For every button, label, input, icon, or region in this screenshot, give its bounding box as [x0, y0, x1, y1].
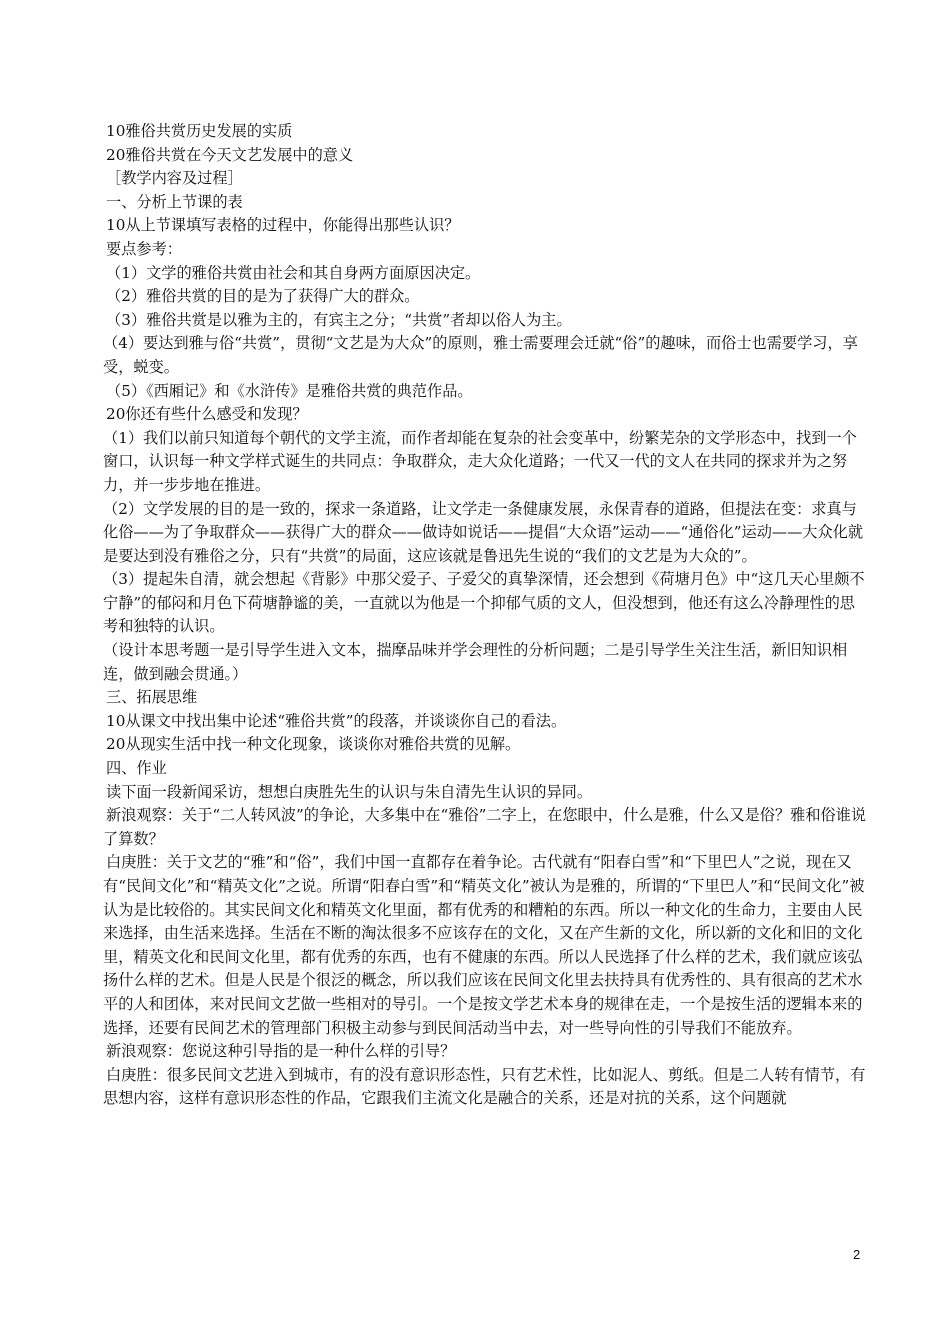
section-heading: 三、拓展思维 [106, 688, 198, 707]
paragraph: 新浪观察：关于“二人转风波”的争论，大多集中在“雅俗”二字上，在您眼中，什么是雅，什么又是俗？雅和俗谁说了算数？ [103, 806, 867, 848]
question: 10从课文中找出集中论述“雅俗共赏”的段落，并谈谈你自己的看法。 [106, 711, 567, 730]
list-item: （3）提起朱自清，就会想起《背影》中那父爱子、子爱父的真挚深情，还会想到《荷塘月色》中“这几天心里颇不宁静”的郁闷和月色下荷塘静谧的美，一直就以为他是一个抑郁气质的文人，但没想到，他还有这么冷静理性的思考和独特的认识。 [103, 570, 865, 636]
paragraph: 要点参考： [106, 239, 182, 258]
list-item: （3）雅俗共赏是以雅为主的，有宾主之分；“共赏”者却以俗人为主。 [106, 310, 572, 329]
paragraph: 读下面一段新闻采访，想想白庚胜先生的认识与朱自清先生认识的异同。 [106, 782, 593, 801]
paragraph: 新浪观察：您说这种引导指的是一种什么样的引导？ [106, 1042, 456, 1061]
list-item: （2）雅俗共赏的目的是为了获得广大的群众。 [106, 287, 420, 306]
document-body [103, 120, 867, 1111]
paragraph: 白庚胜：很多民间文艺进入到城市，有的没有意识形态性，只有艺术性，比如泥人、剪纸。但是二人转有情节，有思想内容，这样有意识形态性的作品，它跟我们主流文化是融合的关系，还是对抗的关系，这个问题就 [103, 1065, 866, 1108]
list-item: （5）《西厢记》和《水浒传》是雅俗共赏的典范作品。 [106, 381, 473, 400]
section-heading: ［教学内容及过程］ [106, 169, 243, 188]
list-item: （1）我们以前只知道每个朝代的文学主流，而作者却能在复杂的社会变革中，纷繁芜杂的文学形态中，找到一个窗口，认识每一种文学样式诞生的共同点：争取群众，走大众化道路；一代又一代的文人在共同的探求并为之努力，并一步步地在推进。 [103, 428, 857, 494]
section-heading: 一、分析上节课的表 [106, 192, 243, 211]
paragraph: 白庚胜：关于文艺的“雅”和“俗”，我们中国一直都存在着争论。古代就有“阳春白雪”和“下里巴人”之说，现在又有“民间文化”和“精英文化”之说。所谓“阳春白雪”和“精英文化”被认为是雅的，所谓的“下里巴人”和“民间文化”被认为是比较俗的。其实民间文化和精英文化里面，都有优秀的和糟粕的东西。所以一种文化的生命力，主要由人民来选择，由生活来选择。生活在不断的淘汰很多不应该存在的文化，又在产生新的文化，所以新的文化和旧的文化里，精英文化和民间文化里，都有优秀的东西，也有不健康的东西。所以人民选择了什么样的艺术，我们就应该弘扬什么样的艺术。但是人民是个很泛的概念，所以我们应该在民间文化里去扶持具有优秀性的、具有很高的艺术水平的人和团体，来对民间文艺做一些相对的导引。一个是按文学艺术本身的规律在走，一个是按生活的逻辑本来的选择，还要有民间艺术的管理部门积极主动参与到民间活动当中去，对一些导向性的引导我们不能放弃。 [103, 853, 865, 1037]
list-item: 10雅俗共赏历史发展的实质 [106, 122, 293, 140]
question: 10从上节课填写表格的过程中，你能得出那些认识？ [106, 216, 460, 235]
section-heading: 四、作业 [106, 759, 167, 778]
paragraph: （设计本思考题一是引导学生进入文本，揣摩品味并学会理性的分析问题；二是引导学生关注生活，新旧知识相连，做到融会贯通。） [103, 641, 848, 683]
list-item: （2）文学发展的目的是一致的，探求一条道路，让文学走一条健康发展，永保青春的道路，但提法在变：求真与化俗——为了争取群众——获得广大的群众——做诗如说话——提倡“大众语”运动——“通俗化”运动——大众化就是要达到没有雅俗之分，只有“共赏”的局面，这应该就是鲁迅先生说的“我们的文艺是为大众的”。 [103, 499, 864, 565]
list-item: （4）要达到雅与俗“共赏”，贯彻“文艺是为大众”的原则，雅士需要理会迁就“俗”的趣味，而俗士也需要学习，享受，蜕变。 [103, 334, 858, 376]
question: 20从现实生活中找一种文化现象，谈谈你对雅俗共赏的见解。 [106, 735, 521, 754]
list-item: （1）文学的雅俗共赏由社会和其自身两方面原因决定。 [106, 263, 481, 282]
question: 20你还有些什么感受和发现？ [106, 405, 308, 424]
list-item: 20雅俗共赏在今天文艺发展中的意义 [106, 145, 354, 164]
page-number: 2 [853, 1247, 861, 1262]
